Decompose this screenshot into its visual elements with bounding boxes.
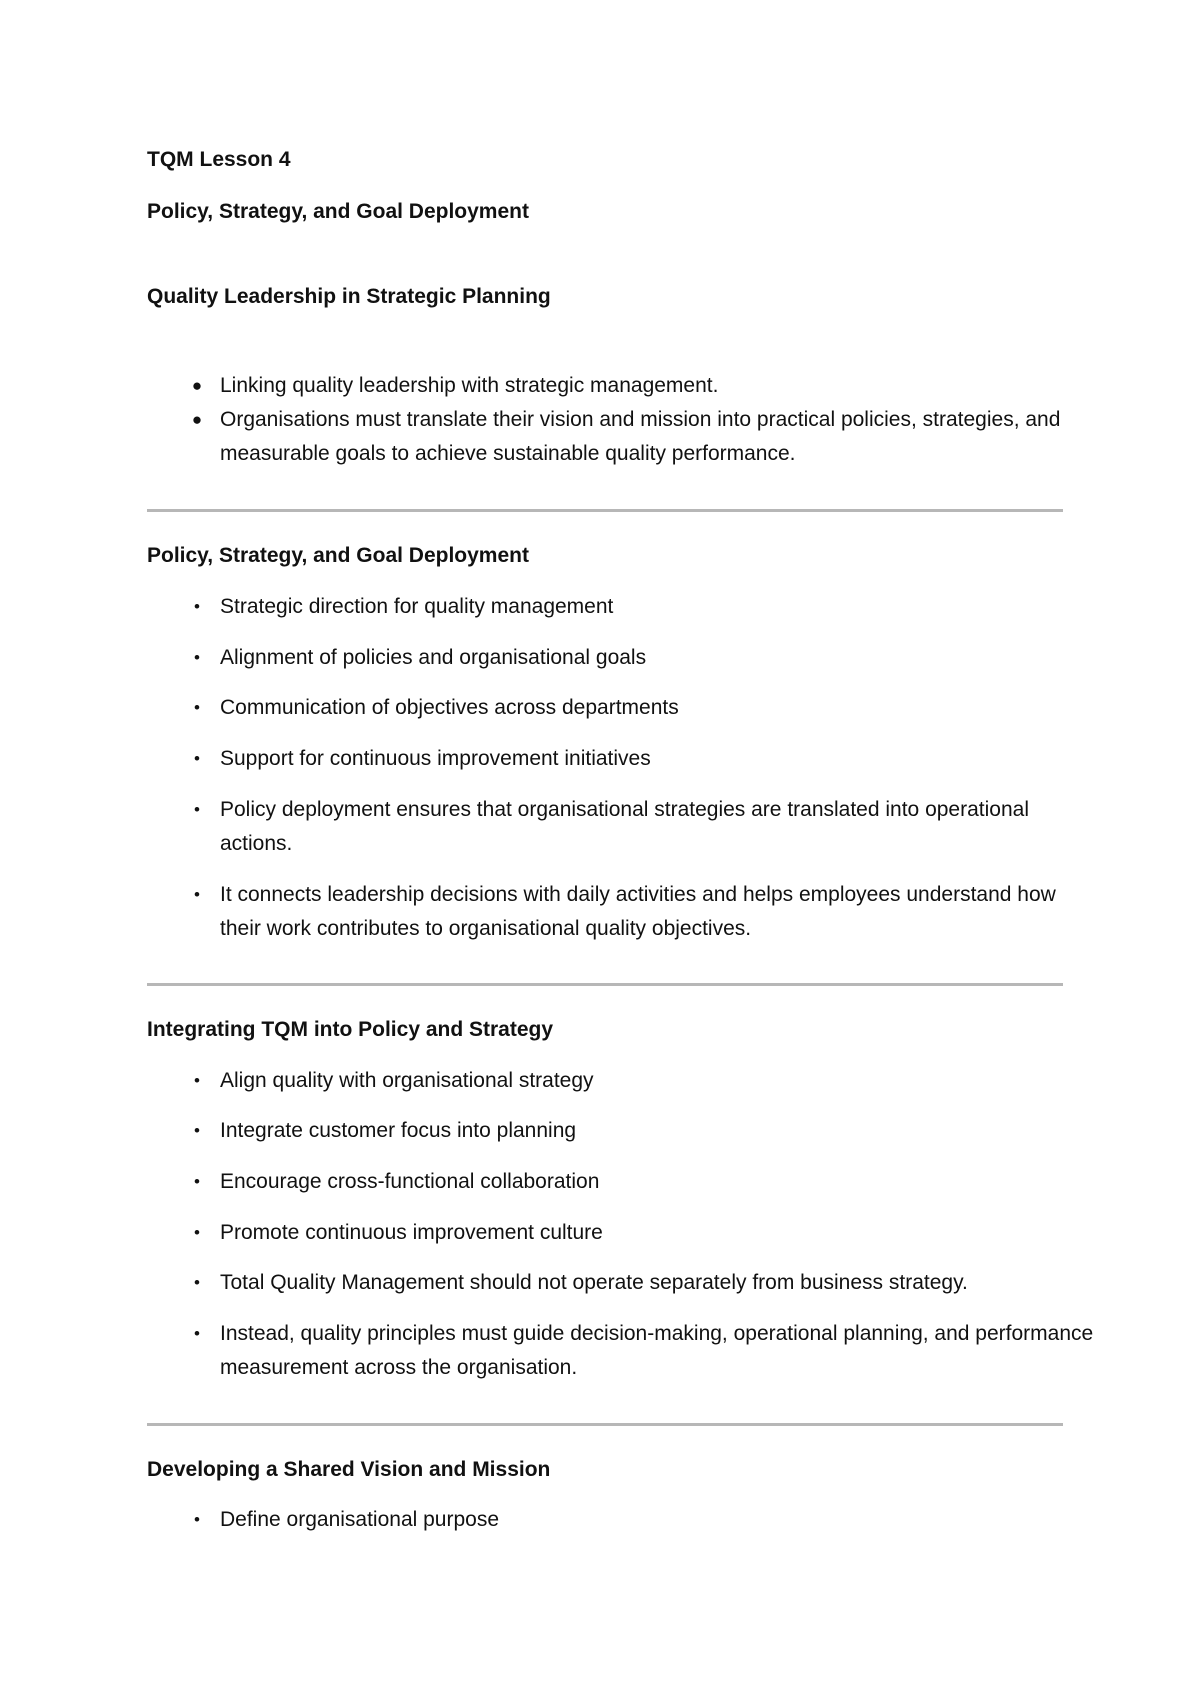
- bullet-icon: ●: [191, 376, 203, 395]
- list-item: [147, 369, 1077, 403]
- section-heading-integrating-tqm: Integrating TQM into Policy and Strategy: [147, 1018, 554, 1041]
- list-item: [147, 793, 1077, 861]
- bullet-icon: ●: [191, 410, 203, 429]
- list-item-text: Instead, quality principles must guide decision-making, operational planning, and performance measurement across the organisation.: [220, 1322, 1094, 1379]
- section-heading-quality-leadership: Quality Leadership in Strategic Planning: [147, 285, 551, 308]
- list-item: [147, 691, 1077, 725]
- list-item: [147, 1114, 1077, 1148]
- bullet-icon: •: [194, 648, 200, 667]
- list-item: [147, 1317, 1094, 1385]
- list-item-text: Promote continuous improvement culture: [220, 1221, 603, 1244]
- bullet-icon: •: [194, 698, 200, 717]
- section-divider: [147, 1423, 1063, 1426]
- list-item-text: Communication of objectives across departments: [220, 696, 679, 719]
- list-item-text: Support for continuous improvement initiatives: [220, 747, 651, 770]
- list-item-text: Strategic direction for quality management: [220, 595, 614, 618]
- bullet-icon: •: [194, 885, 200, 904]
- lesson-title: TQM Lesson 4: [147, 148, 291, 171]
- bullet-icon: •: [194, 1121, 200, 1140]
- list-item: [147, 1266, 1077, 1300]
- bullet-icon: •: [194, 597, 200, 616]
- list-item: [147, 1216, 1077, 1250]
- list-item: [147, 641, 1077, 675]
- list-item: [147, 590, 1077, 624]
- bullet-icon: •: [194, 1223, 200, 1242]
- bullet-icon: •: [194, 1172, 200, 1191]
- list-item-text: Alignment of policies and organisational goals: [220, 646, 647, 669]
- list-item-text: Policy deployment ensures that organisational strategies are translated into operational actions.: [220, 798, 1029, 855]
- section-divider: [147, 983, 1063, 986]
- list-item-text: It connects leadership decisions with daily activities and helps employees understand how their work contributes to organisational quality objectives.: [220, 883, 1056, 940]
- list-item: [147, 403, 1077, 471]
- section-heading-policy-strategy: Policy, Strategy, and Goal Deployment: [147, 544, 529, 567]
- bullet-icon: •: [194, 1324, 200, 1343]
- list-item: [147, 742, 1077, 776]
- bullet-icon: •: [194, 800, 200, 819]
- bullet-icon: •: [194, 1273, 200, 1292]
- list-item-text: Define organisational purpose: [220, 1508, 500, 1531]
- list-item: [147, 1064, 1077, 1098]
- section-divider: [147, 509, 1063, 512]
- list-item-text: Linking quality leadership with strategic management.: [220, 374, 719, 397]
- bullet-icon: •: [194, 1510, 200, 1529]
- list-item-text: Encourage cross-functional collaboration: [220, 1170, 600, 1193]
- list-item-text: Organisations must translate their vision and mission into practical policies, strategies, and measurable goals to achieve sustainable quality performance.: [220, 408, 1061, 465]
- list-item-text: Total Quality Management should not operate separately from business strategy.: [220, 1271, 968, 1294]
- bullet-icon: •: [194, 749, 200, 768]
- section-heading-shared-vision: Developing a Shared Vision and Mission: [147, 1458, 551, 1481]
- page-title: Policy, Strategy, and Goal Deployment: [147, 200, 529, 223]
- list-item: [147, 1165, 1077, 1199]
- bullet-icon: •: [194, 1071, 200, 1090]
- list-item-text: Align quality with organisational strategy: [220, 1069, 594, 1092]
- list-item: [147, 878, 1077, 946]
- list-item: [147, 1503, 1077, 1537]
- list-item-text: Integrate customer focus into planning: [220, 1119, 577, 1142]
